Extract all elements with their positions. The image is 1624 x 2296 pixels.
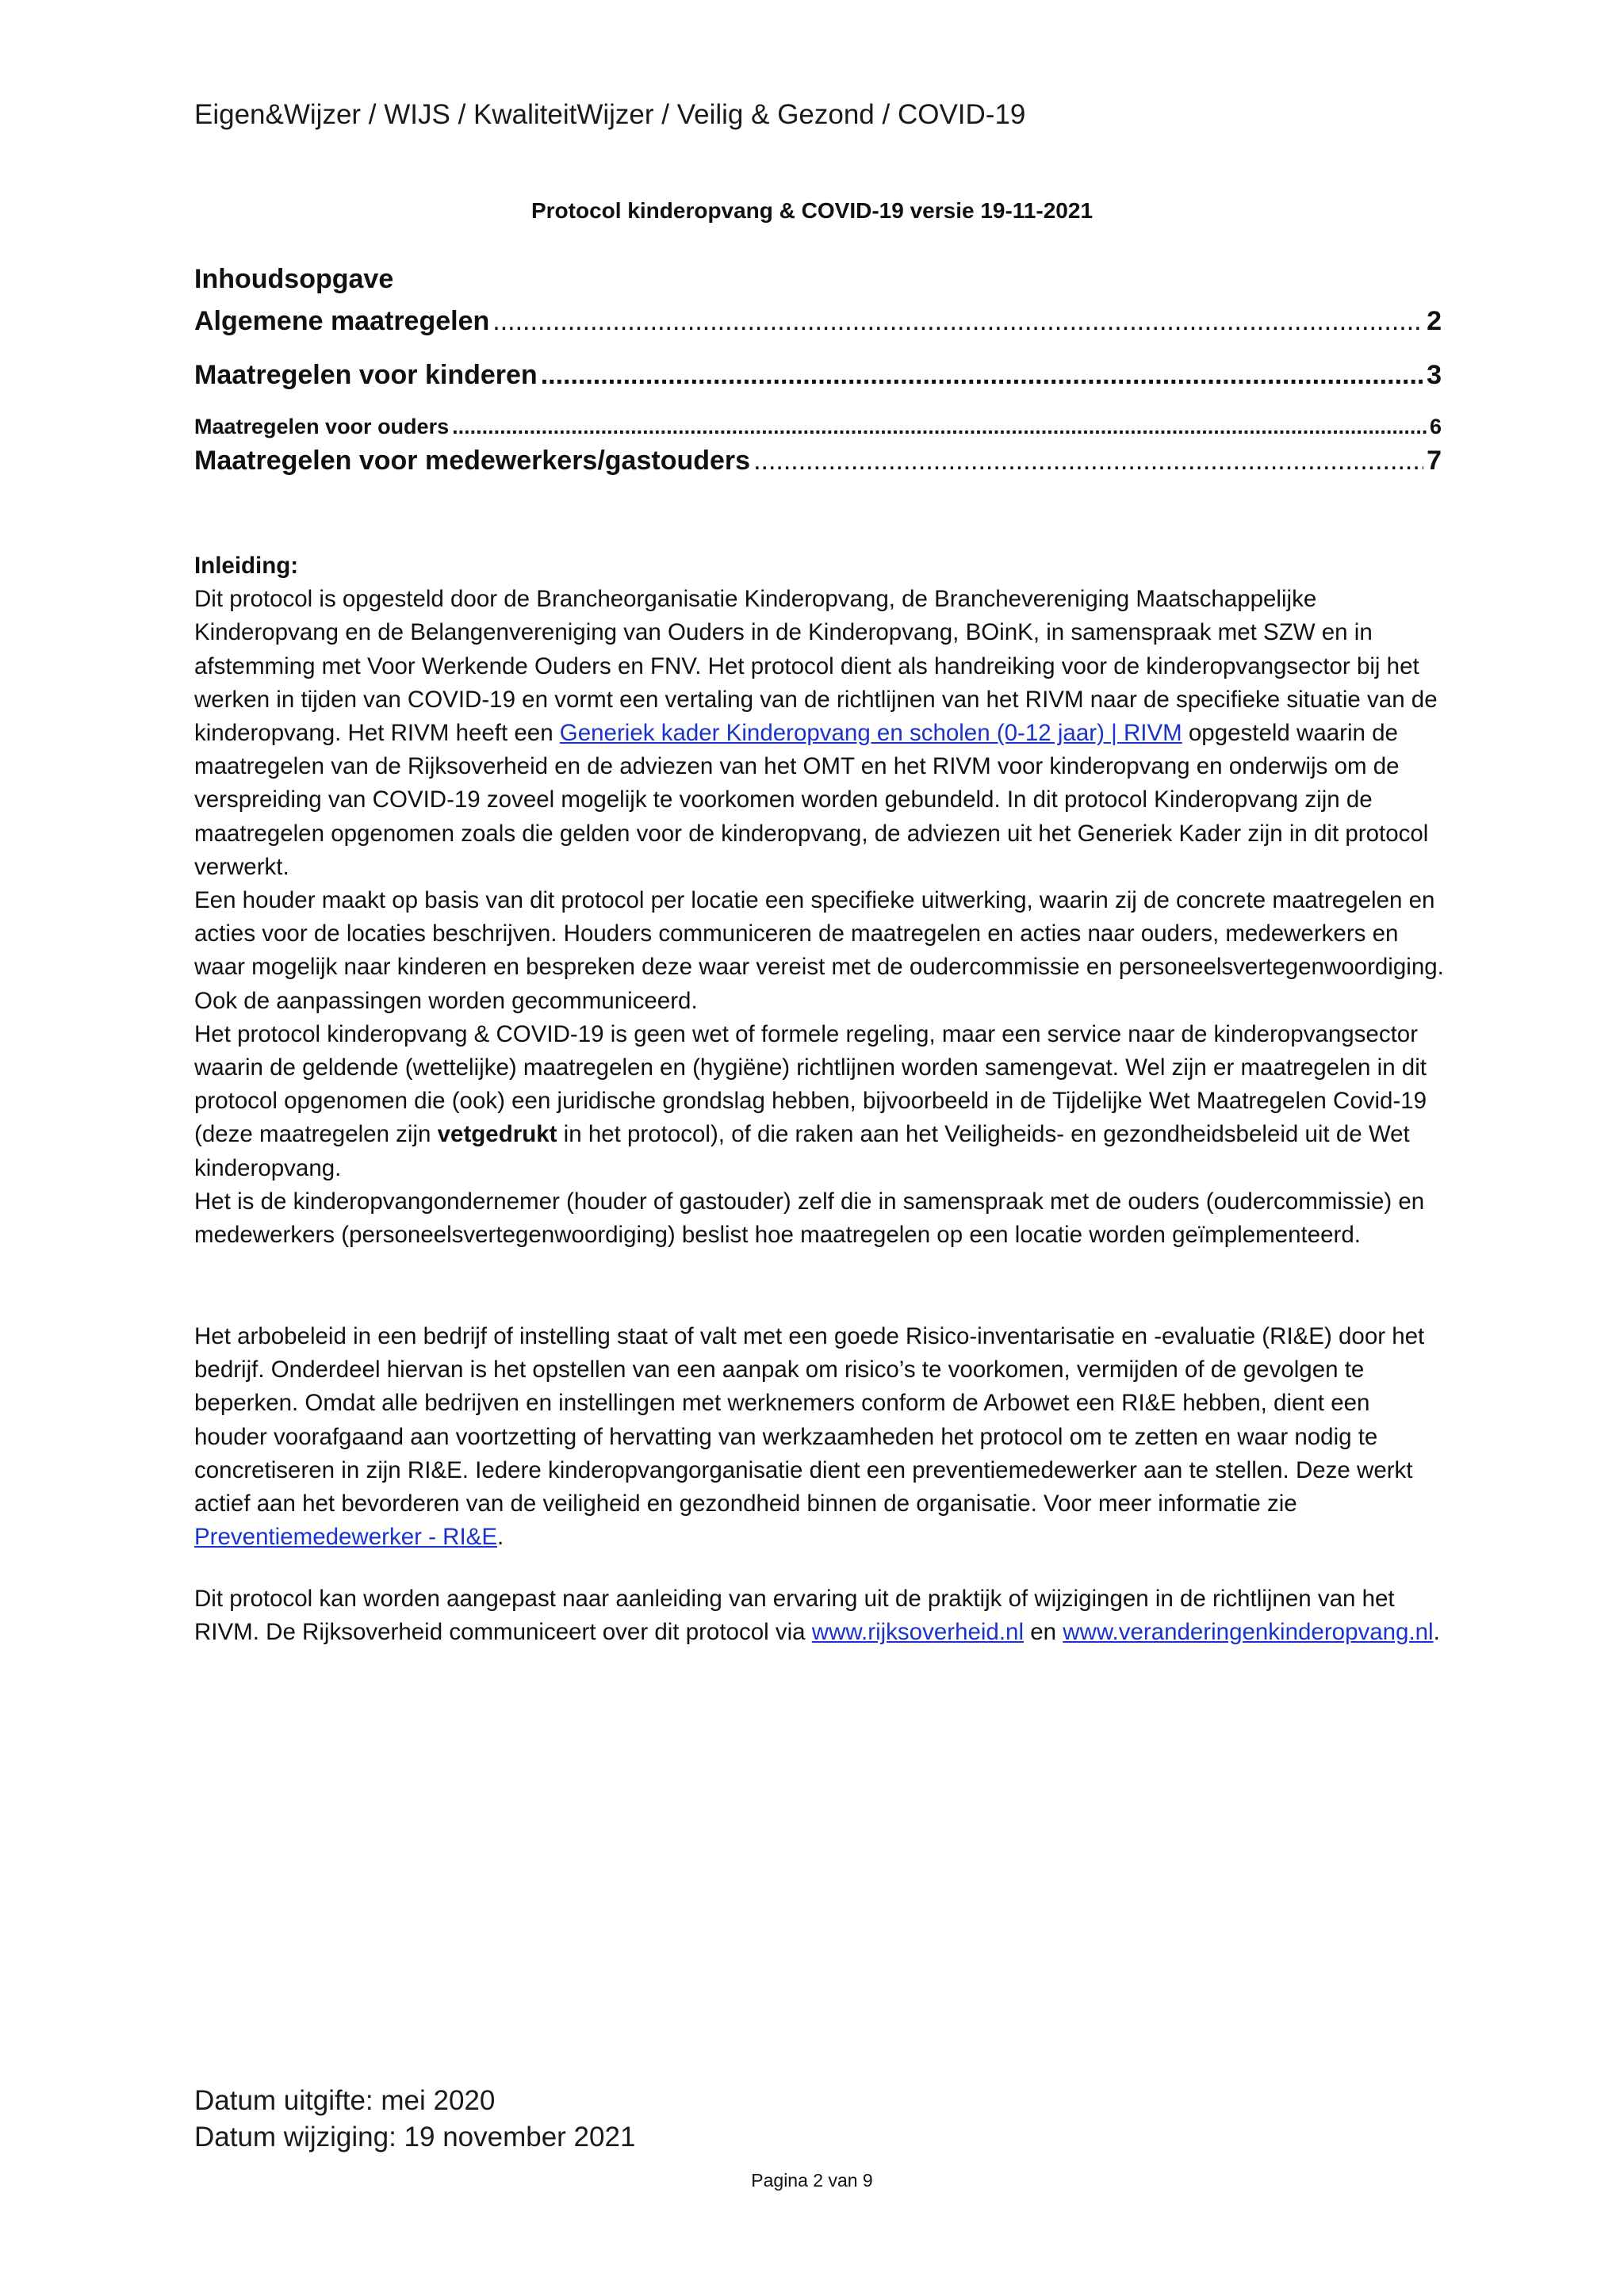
change-date: Datum wijziging: 19 november 2021	[194, 2122, 636, 2152]
bold-term: vetgedrukt	[437, 1121, 557, 1148]
intro-label: Inleiding:	[194, 553, 299, 579]
toc-dot-leader	[541, 358, 1423, 392]
rivm-generiek-kader-link[interactable]: Generiek kader Kinderopvang en scholen (0-12 jaar) | RIVM	[559, 720, 1182, 747]
toc-entry-algemene-maatregelen[interactable]	[194, 304, 1442, 339]
closing-paragraph: Dit protocol kan worden aangepast naar aanleiding van ervaring uit de praktijk of wijzigingen in de richtlijnen van het RIVM. De Rijksoverheid communiceert over dit protocol via www.rijksoverheid.nl en www.veranderingenkinderopvang.nl.	[194, 1586, 1440, 1646]
toc-entry-page: 3	[1427, 360, 1442, 390]
toc-entry-label: Algemene maatregelen	[194, 306, 490, 336]
issue-date: Datum uitgifte: mei 2020	[194, 2085, 496, 2116]
toc-dot-leader	[492, 304, 1423, 339]
toc-entry-page: 2	[1427, 306, 1442, 336]
arbo-section	[194, 1320, 1447, 1554]
toc-entry-maatregelen-ouders[interactable]	[194, 413, 1442, 440]
intro-paragraph-1: Dit protocol is opgesteld door de Brancheorganisatie Kinderopvang, de Branchevereniging Maatschappelijke Kinderopvang en de Belangenvereniging van Ouders in de Kinderopvang, BOinK, in samenspraak met SZW en in afstemming met Voor Werkende Ouders en FNV. Het protocol dient als handreiking voor de kinderopvangsector bij het werken in tijden van COVID-19 en vormt een vertaling van de richtlijnen van het RIVM naar de specifieke situatie van de kinderopvang. Het RIVM heeft een Generiek kader Kinderopvang en scholen (0-12 jaar) | RIVM opgesteld waarin de maatregelen van de Rijksoverheid en de adviezen van het OMT en het RIVM voor kinderopvang en onderwijs om de verspreiding van COVID-19 zoveel mogelijk te voorkomen worden gebundeld. In dit protocol Kinderopvang zijn de maatregelen opgenomen zoals die gelden voor de kinderopvang, de adviezen uit het Generiek Kader zijn in dit protocol verwerkt.	[194, 586, 1438, 880]
intro-paragraph-2: Een houder maakt op basis van dit protocol per locatie een specifieke uitwerking, waarin zij de concrete maatregelen en acties voor de locaties beschrijven. Houders communiceren de maatregelen en acties naar ouders, medewerkers en waar mogelijk naar kinderen en bespreken deze waar vereist met de oudercommissie en personeelsvertegenwoordiging. Ook de aanpassingen worden gecommuniceerd.	[194, 887, 1444, 1014]
toc-entry-maatregelen-medewerkers[interactable]	[194, 443, 1442, 478]
arbo-paragraph: Het arbobeleid in een bedrijf of instelling staat of valt met een goede Risico-inventarisatie en -evaluatie (RI&E) door het bedrijf. Onderdeel hiervan is het opstellen van een aanpak om risico’s te voorkomen, vermijden of de gevolgen te beperken. Omdat alle bedrijven en instellingen met werknemers conform de Arbowet een RI&E hebben, dient een houder voorafgaand aan voortzetting of hervatting van werkzaamheden het protocol om te zetten en waar nodig te concretiseren in zijn RI&E. Iedere kinderopvangorganisatie dient een preventiemedewerker aan te stellen. Deze werkt actief aan het bevorderen van de veiligheid en gezondheid binnen de organisatie. Voor meer informatie zie Preventiemedewerker - RI&E.	[194, 1323, 1425, 1551]
toc-entry-page: 7	[1427, 446, 1442, 476]
toc-dot-leader	[753, 443, 1423, 478]
toc-entry-label: Maatregelen voor kinderen	[194, 360, 538, 390]
veranderingenkinderopvang-link[interactable]: www.veranderingenkinderopvang.nl	[1063, 1619, 1434, 1646]
closing-section	[194, 1582, 1447, 1649]
page-number: Pagina 2 van 9	[751, 2170, 873, 2191]
introduction-section	[194, 549, 1447, 1252]
toc-heading: Inhoudsopgave	[194, 264, 394, 294]
toc-entry-label: Maatregelen voor ouders	[194, 415, 450, 438]
intro-paragraph-4: Het is de kinderopvangondernemer (houder of gastouder) zelf die in samenspraak met de ouders (oudercommissie) en medewerkers (personeelsvertegenwoordiging) beslist hoe maatregelen op een locatie worden geïmplementeerd.	[194, 1188, 1425, 1249]
breadcrumb: Eigen&Wijzer / WIJS / KwaliteitWijzer / Veilig & Gezond / COVID-19	[194, 99, 1026, 130]
toc-entry-page: 6	[1429, 415, 1442, 438]
intro-paragraph-3: Het protocol kinderopvang & COVID-19 is geen wet of formele regeling, maar een service naar de kinderopvangsector waarin de geldende (wettelijke) maatregelen en (hygiëne) richtlijnen worden samengevat. Wel zijn er maatregelen in dit protocol opgenomen die (ook) een juridische grondslag hebben, bijvoorbeeld in de Tijdelijke Wet Maatregelen Covid-19 (deze maatregelen zijn vetgedrukt in het protocol), of die raken aan het Veiligheids- en gezondheidsbeleid uit de Wet kinderopvang.	[194, 1020, 1427, 1181]
toc-entry-maatregelen-kinderen[interactable]	[194, 358, 1442, 392]
preventiemedewerker-link[interactable]: Preventiemedewerker - RI&E	[194, 1524, 498, 1551]
rijksoverheid-link[interactable]: www.rijksoverheid.nl	[811, 1619, 1024, 1646]
toc-dot-leader	[452, 413, 1427, 440]
toc-entry-label: Maatregelen voor medewerkers/gastouders	[194, 446, 751, 476]
document-title: Protocol kinderopvang & COVID-19 versie 19-11-2021	[530, 198, 1094, 223]
